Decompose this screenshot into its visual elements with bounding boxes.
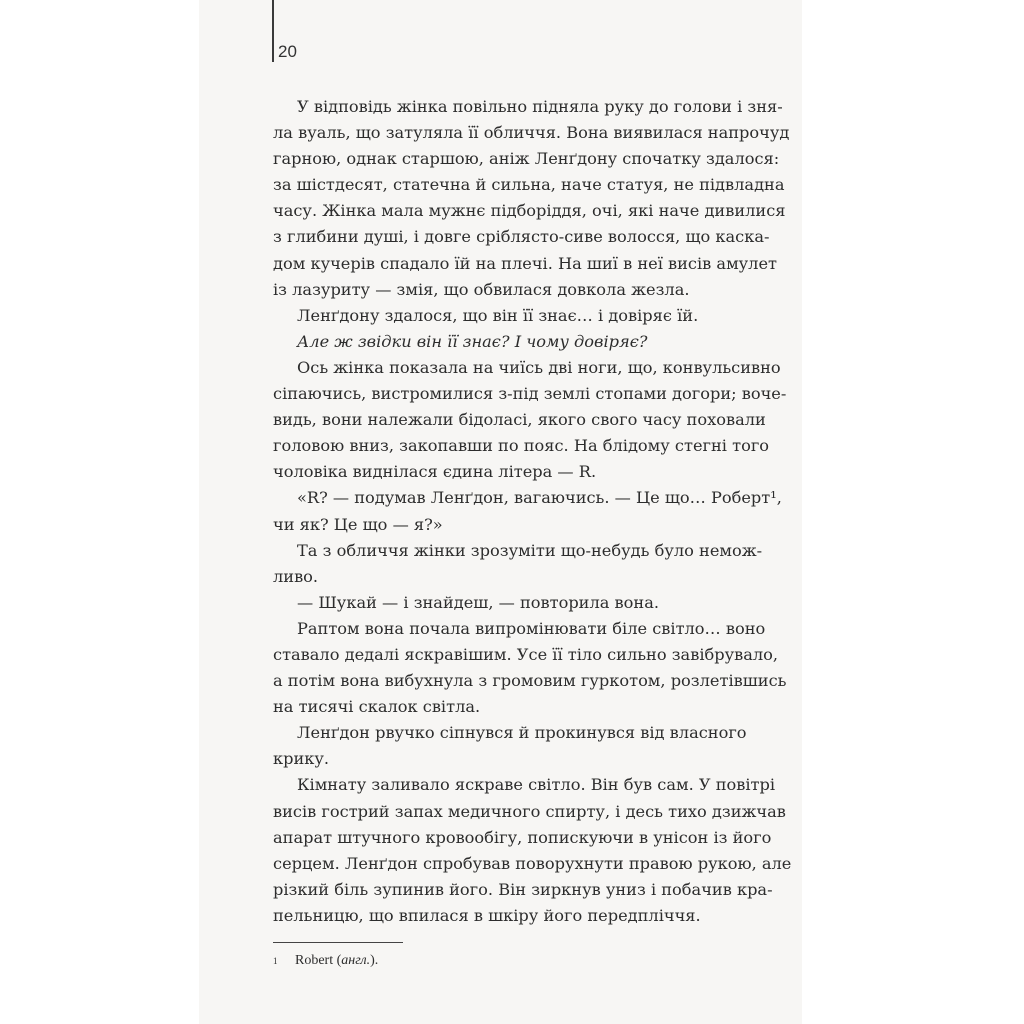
text-line: чи як? Це що — я?» bbox=[273, 514, 443, 534]
text-line: з глибини душі, і довге сріблясто-сиве волосся, що каска- bbox=[273, 227, 770, 247]
text-line: — Шукай — і знайдеш, — повторила вона. bbox=[297, 592, 659, 612]
footnote: 1 Robert (англ.). bbox=[273, 953, 379, 968]
text-line: головою вниз, закопавши по пояс. На блідому стегні того bbox=[273, 436, 770, 456]
page-number: 20 bbox=[278, 42, 297, 61]
text-line: Кімнату заливало яскраве світло. Він був сам. У повітрі bbox=[297, 775, 776, 795]
body-text bbox=[273, 94, 792, 929]
text-line: серцем. Ленґдон спробував поворухнути правою рукою, але bbox=[273, 853, 792, 873]
text-line: різкий біль зупинив його. Він зиркнув униз і побачив кра- bbox=[273, 879, 773, 899]
text-line: У відповідь жінка повільно підняла руку до голови і зня- bbox=[297, 97, 783, 116]
footnote-text: Robert bbox=[295, 953, 334, 968]
text-line: гарною, однак старшою, аніж Ленґдону спочатку здалося: bbox=[273, 149, 780, 169]
text-line: ставало дедалі яскравішим. Усе її тіло сильно завібрувало, bbox=[273, 644, 779, 664]
text-line: за шістдесят, статечна й сильна, наче статуя, не підвладна bbox=[273, 175, 785, 195]
text-line: із лазуриту — змія, що обвилася довкола жезла. bbox=[273, 279, 690, 299]
footnote-mark: 1 bbox=[273, 956, 278, 966]
folio-rule bbox=[272, 0, 274, 62]
text-line: Раптом вона почала випромінювати біле світло… воно bbox=[297, 618, 766, 638]
text-line: Ось жінка показала на чиїсь дві ноги, що, конвульсивно bbox=[297, 357, 781, 377]
text-line: часу. Жінка мала мужнє підборіддя, очі, які наче дивилися bbox=[273, 201, 786, 221]
text-line: Та з обличчя жінки зрозуміти що-небудь було немож- bbox=[297, 540, 763, 560]
footnote-note: англ. bbox=[341, 953, 371, 968]
text-line: а потім вона вибухнула з громовим гуркотом, розлетівшись bbox=[273, 671, 787, 691]
text-line: дом кучерів спадало їй на плечі. На шиї в неї висів амулет bbox=[273, 253, 778, 273]
text-line: «R? — подумав Ленґдон, вагаючись. — Це що… Роберт¹, bbox=[297, 488, 782, 508]
text-line: ливо. bbox=[273, 566, 319, 586]
text-line: ла вуаль, що затуляла її обличчя. Вона виявилася напрочуд bbox=[273, 123, 790, 143]
text-line: пельницю, що впилася в шкіру його передпліччя. bbox=[273, 905, 701, 925]
text-line: сіпаючись, вистромилися з-під землі стопами догори; воче- bbox=[273, 384, 787, 404]
text-line: Але ж звідки він її знає? І чому довіряє? bbox=[297, 331, 648, 351]
text-line: крику. bbox=[273, 749, 330, 769]
text-line: видь, вони належали бідоласі, якого свого часу поховали bbox=[273, 410, 766, 430]
text-line: висів гострий запах медичного спирту, і десь тихо дзижчав bbox=[273, 801, 786, 821]
text-line: на тисячі скалок світла. bbox=[273, 697, 481, 717]
text-line: чоловіка виднілася єдина літера — R. bbox=[273, 462, 597, 482]
book-page bbox=[199, 0, 802, 1024]
text-line: апарат штучного кровообігу, попискуючи в унісон із його bbox=[273, 827, 772, 847]
footnote-divider bbox=[273, 942, 403, 943]
text-line: Ленґдон рвучко сіпнувся й прокинувся від власного bbox=[297, 723, 747, 743]
text-line: Ленґдону здалося, що він її знає… і довіряє їй. bbox=[297, 305, 699, 325]
